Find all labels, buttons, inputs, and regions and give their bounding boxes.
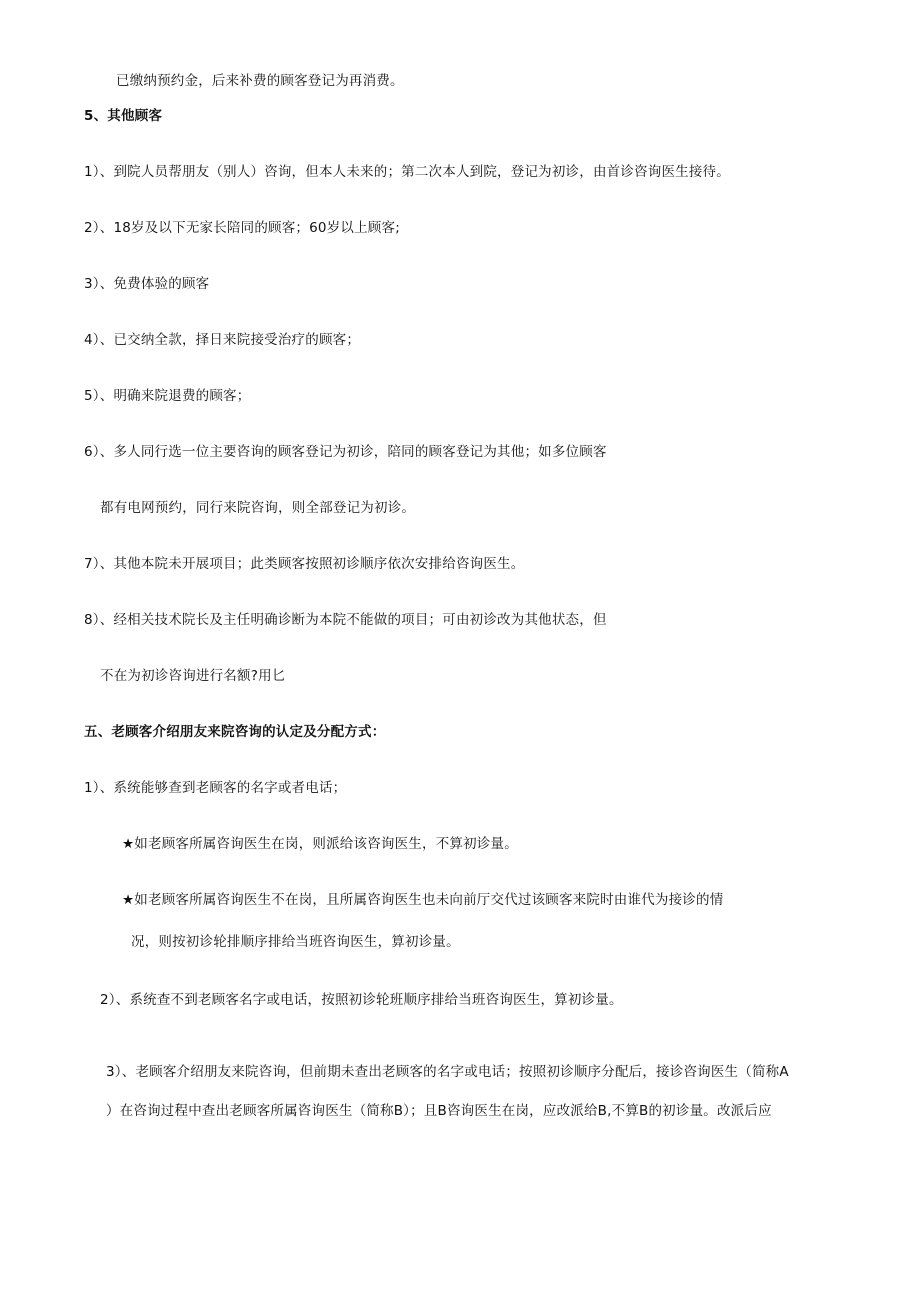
list-item-4: 4）、已交纳全款，择日来院接受治疗的顾客；	[84, 332, 361, 348]
section-5-item-3: 3）、老顾客介绍朋友来院咨询，但前期未查出老顾客的名字或电话；按照初诊顺序分配后，接诊咨询医生（简称A	[106, 1064, 789, 1080]
bullet-doctor-off-duty: ★如老顾客所属咨询医生不在岗，且所属咨询医生也未向前厅交代过该顾客来院时由谁代为接诊的情	[122, 892, 724, 908]
bullet-doctor-on-duty: ★如老顾客所属咨询医生在岗，则派给该咨询医生，不算初诊量。	[122, 836, 518, 852]
section-5-item-2: 2）、系统查不到老顾客名字或电话，按照初诊轮班顺序排给当班咨询医生，算初诊量。	[100, 992, 623, 1008]
bullet-doctor-off-duty-continued: 况，则按初诊轮排顺序排给当班咨询医生，算初诊量。	[131, 934, 460, 950]
list-item-5: 5）、明确来院退费的顾客；	[84, 388, 251, 404]
section-5-item-3-continued: ）在咨询过程中查出老顾客所属咨询医生（简称B）；且B咨询医生在岗，应改派给B,不算B的初诊量。改派后应	[106, 1103, 772, 1119]
list-item-1: 1）、到院人员帮朋友（别人）咨询，但本人未来的；第二次本人到院，登记为初诊，由首诊咨询医生接待。	[84, 164, 730, 180]
list-item-6-continued: 都有电网预约，同行来院咨询，则全部登记为初诊。	[100, 500, 416, 516]
list-item-3: 3）、免费体验的顾客	[84, 276, 210, 292]
heading-section-5: 五、老顾客介绍朋友来院咨询的认定及分配方式：	[84, 724, 386, 740]
list-item-8-continued: 不在为初诊咨询进行名额?用匕	[100, 668, 286, 684]
list-item-6: 6）、多人同行选一位主要咨询的顾客登记为初诊，陪同的顾客登记为其他；如多位顾客	[84, 444, 607, 460]
heading-other-customers: 5、其他顾客	[84, 108, 163, 124]
section-5-item-1: 1）、系统能够查到老顾客的名字或者电话；	[84, 780, 347, 796]
paragraph-prepaid-revisit: 已缴纳预约金，后来补费的顾客登记为再消费。	[116, 73, 404, 89]
list-item-2: 2）、18岁及以下无家长陪同的顾客；60岁以上顾客;	[84, 220, 400, 236]
list-item-8: 8）、经相关技术院长及主任明确诊断为本院不能做的项目；可由初诊改为其他状态，但	[84, 612, 607, 628]
list-item-7: 7）、其他本院未开展项目；此类顾客按照初诊顺序依次安排给咨询医生。	[84, 556, 525, 572]
